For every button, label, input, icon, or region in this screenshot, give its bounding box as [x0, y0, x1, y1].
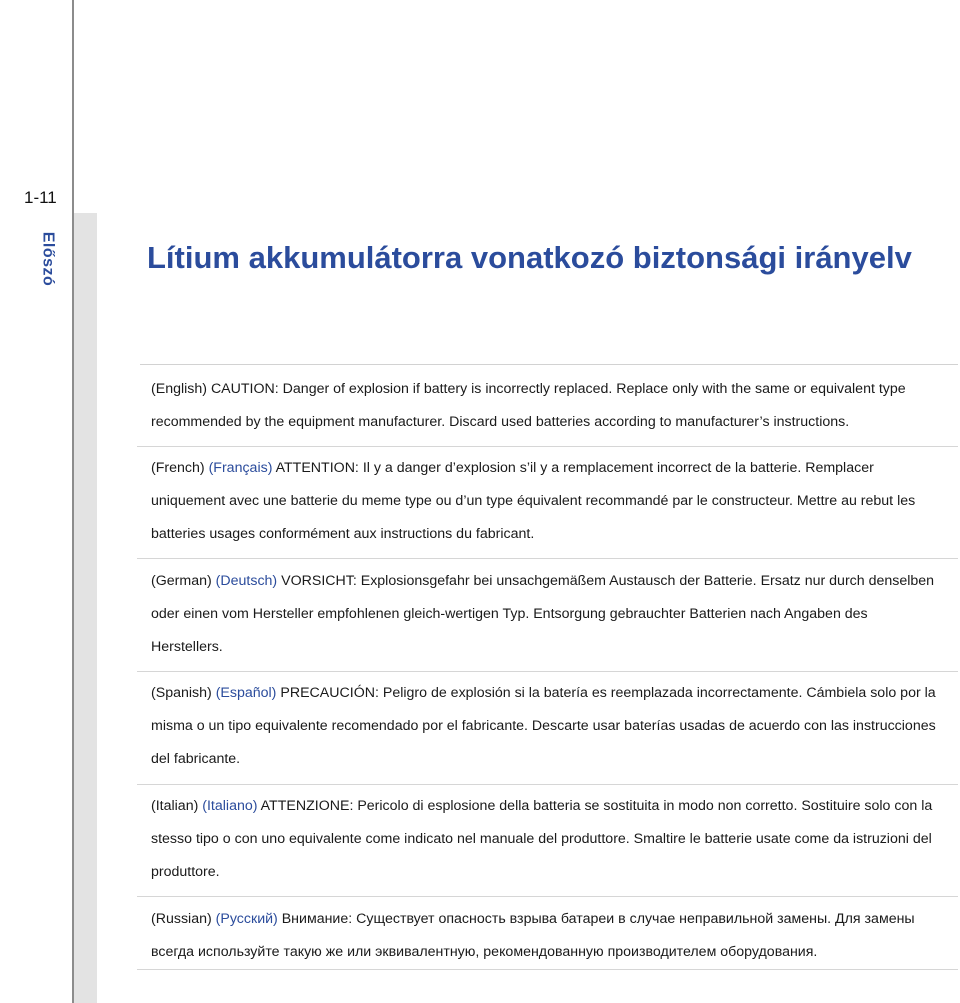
notice-text: VORSICHT: Explosionsgefahr bei unsachgemäßem Austausch der Batterie. Ersatz nur durch denselben oder einen vom Hersteller empfohlenen gleich-wertigen Typ. Entsorgung gebrauchter Batterien nach Angaben des Herstellers.: [151, 573, 935, 655]
notice-language-name: (Français): [208, 460, 273, 476]
notice-divider: [137, 896, 958, 897]
notice-text: CAUTION: Danger of explosion if battery is incorrectly replaced. Replace only with the same or equivalent type recommended by the equipment manufacturer. Discard used batteries according to manufacturer’s instructions.: [151, 381, 906, 430]
notice-language-name: (Italiano): [202, 798, 258, 814]
page-number: 1-11: [24, 188, 57, 207]
section-tab: [34, 226, 60, 292]
page-title: Lítium akkumulátorra vonatkozó biztonsági irányelv: [147, 240, 912, 275]
notice-divider: [137, 671, 958, 672]
section-label: Előszó: [39, 231, 56, 287]
title-divider: [140, 364, 958, 365]
notice-text: PRECAUCIÓN: Peligro de explosión si la batería es reemplazada incorrectamente. Cámbiela solo por la misma o un tipo equivalente recomendado por el fabricante. Descarte usar baterías usadas de acuerdo con las instrucciones del fabricante.: [151, 685, 936, 767]
notice-divider: [137, 558, 958, 559]
notice-french: [151, 452, 941, 551]
notice-divider: [137, 969, 958, 970]
notice-prefix: (Russian): [151, 911, 212, 927]
margin-band: [74, 213, 97, 1003]
notice-divider: [137, 784, 958, 785]
notice-language-name: (Deutsch): [215, 573, 278, 589]
notice-text: ATTENZIONE: Pericolo di esplosione della batteria se sostituita in modo non corretto. Sostituire solo con la stesso tipo o con uno equivalente come indicato nel manuale del produttore. Smaltire le batterie usate come da istruzioni del produttore.: [151, 798, 933, 880]
notice-language-name: (Español): [215, 685, 277, 701]
notice-prefix: (Italian): [151, 798, 199, 814]
notice-spanish: [151, 677, 941, 776]
notice-prefix: (German): [151, 573, 212, 589]
notice-language-name: (Русский): [215, 911, 278, 927]
notice-russian: [151, 903, 941, 969]
notice-prefix: (French): [151, 460, 205, 476]
notice-english: [151, 373, 941, 439]
notice-text: Внимание: Существует опасность взрыва батареи в случае неправильной замены. Для замены всегда используйте такую же или эквивалентную, рекомендованную производителем оборудования.: [151, 911, 915, 960]
notice-divider: [137, 446, 958, 447]
notice-text: ATTENTION: Il y a danger d’explosion s’il y a remplacement incorrect de la batterie. Remplacer uniquement avec une batterie du meme type ou d’un type équivalent recommandé par le constructeur. Mettre au rebut les batteries usages conformément aux instructions du fabricant.: [151, 460, 916, 542]
notice-german: [151, 565, 941, 664]
notice-prefix: (English): [151, 381, 207, 397]
notice-prefix: (Spanish): [151, 685, 212, 701]
notice-italian: [151, 790, 941, 889]
